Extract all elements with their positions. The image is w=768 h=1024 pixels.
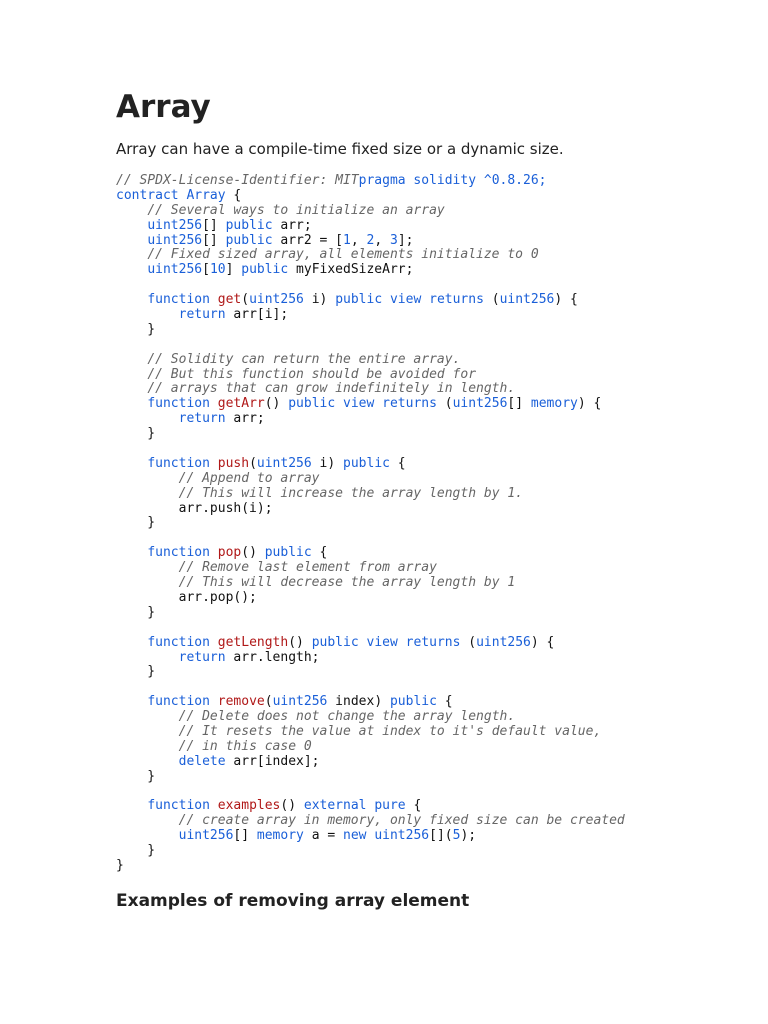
section-heading: Examples of removing array element xyxy=(116,891,470,911)
code-block xyxy=(116,174,625,874)
code-keyword: uint256 xyxy=(249,292,304,308)
code-line xyxy=(116,770,625,785)
code-comment: // arrays that can grow indefinitely in length. xyxy=(147,381,516,397)
code-number: 10 xyxy=(209,262,226,278)
code-keyword: pragma solidity ^0.8.26; xyxy=(358,173,547,188)
code-keyword: uint256 xyxy=(272,694,328,710)
code-text: } xyxy=(116,768,156,784)
code-keyword: public xyxy=(335,292,383,308)
code-line xyxy=(116,695,625,710)
code-text: } xyxy=(116,604,156,620)
code-keyword: public xyxy=(311,634,359,650)
code-text: arr.length; xyxy=(225,649,320,665)
code-comment: // It resets the value at index to it's default value, xyxy=(178,723,602,739)
code-line xyxy=(116,829,625,844)
code-text: } xyxy=(116,857,124,873)
code-line xyxy=(116,844,625,859)
code-comment: // in this case 0 xyxy=(178,738,312,754)
code-keyword: uint256 xyxy=(476,634,531,650)
code-text xyxy=(116,203,147,218)
code-keyword: uint256 xyxy=(178,828,234,844)
code-text xyxy=(210,694,218,709)
code-line xyxy=(116,308,625,323)
code-text: a = xyxy=(303,828,344,844)
code-keyword: memory xyxy=(530,396,578,412)
code-text: myFixedSizeArr; xyxy=(288,262,414,278)
code-text xyxy=(116,262,147,277)
code-line xyxy=(116,174,625,189)
code-text: ) { xyxy=(530,634,555,650)
code-text xyxy=(398,635,406,650)
code-text xyxy=(374,396,382,411)
code-text: [] xyxy=(233,828,257,844)
code-text: { xyxy=(311,545,328,561)
code-line xyxy=(116,576,625,591)
code-line xyxy=(116,263,625,278)
code-text xyxy=(421,292,429,307)
code-text: ( xyxy=(460,634,477,650)
code-comment: // Fixed sized array, all elements initialize to 0 xyxy=(147,247,539,263)
code-line xyxy=(116,502,625,517)
code-text: } xyxy=(116,515,156,531)
code-keyword: Array xyxy=(186,187,226,203)
code-comment: // create array in memory, only fixed size can be created xyxy=(178,813,625,829)
code-text: [] xyxy=(202,217,226,233)
code-keyword: public xyxy=(288,396,336,412)
code-text: ( xyxy=(483,292,500,308)
code-text: () xyxy=(264,396,289,412)
code-keyword: function xyxy=(147,545,210,561)
code-text xyxy=(116,635,147,650)
code-keyword: view xyxy=(366,634,398,650)
code-text xyxy=(116,307,179,322)
code-text: arr.push(i); xyxy=(116,500,273,516)
code-text: { xyxy=(225,187,242,203)
code-keyword: function xyxy=(147,694,210,710)
code-text xyxy=(116,739,179,754)
code-keyword: function xyxy=(147,634,210,650)
code-keyword: return xyxy=(178,649,226,665)
code-keyword: function xyxy=(147,455,210,471)
code-text xyxy=(116,218,147,233)
code-line xyxy=(116,457,625,472)
code-comment: // But this function should be avoided for xyxy=(147,366,477,382)
code-function-name: push xyxy=(217,455,250,471)
code-text xyxy=(359,635,367,650)
code-line xyxy=(116,516,625,531)
code-comment: // Append to array xyxy=(178,470,320,486)
code-text: ) { xyxy=(577,396,602,412)
code-text xyxy=(116,694,147,709)
code-keyword: uint256 xyxy=(147,217,203,233)
code-function-name: get xyxy=(217,292,242,308)
code-text: i) xyxy=(311,455,344,471)
code-text xyxy=(116,813,179,828)
page-title: Array xyxy=(116,89,211,125)
code-line xyxy=(116,785,625,800)
code-keyword: uint256 xyxy=(499,292,555,308)
code-number: 1 xyxy=(343,232,351,248)
code-keyword: new xyxy=(343,828,367,844)
code-comment: // This will increase the array length by 1. xyxy=(178,485,523,501)
code-text xyxy=(116,292,147,307)
code-line xyxy=(116,814,625,829)
code-keyword: view xyxy=(343,396,375,412)
code-text: } xyxy=(116,664,156,680)
code-keyword: function xyxy=(147,798,210,814)
code-keyword: function xyxy=(147,396,210,412)
code-text xyxy=(116,381,147,396)
code-keyword: public xyxy=(389,694,437,710)
code-text xyxy=(116,828,179,843)
code-text: { xyxy=(436,694,453,710)
code-comment: // SPDX-License-Identifier: MIT xyxy=(116,173,359,188)
code-text xyxy=(116,396,147,411)
code-text: arr; xyxy=(272,217,312,233)
code-text xyxy=(210,545,218,560)
code-line xyxy=(116,382,625,397)
code-text xyxy=(210,396,218,411)
code-text xyxy=(210,292,218,307)
code-line xyxy=(116,427,625,442)
code-text xyxy=(116,233,147,248)
code-keyword: uint256 xyxy=(256,455,312,471)
code-line xyxy=(116,397,625,412)
code-text: ( xyxy=(241,292,250,308)
code-text: ] xyxy=(225,262,242,278)
code-text: ( xyxy=(249,455,257,471)
code-keyword: public xyxy=(225,232,273,248)
code-line xyxy=(116,725,625,740)
code-keyword: pure xyxy=(374,798,406,814)
code-text: ]; xyxy=(397,232,414,248)
code-keyword: public xyxy=(343,455,390,471)
code-text: arr2 = [ xyxy=(272,232,344,248)
code-keyword: public xyxy=(241,262,289,278)
code-text: { xyxy=(389,455,406,471)
code-line xyxy=(116,531,625,546)
code-keyword: returns xyxy=(382,396,437,412)
code-line xyxy=(116,353,625,368)
code-keyword: delete xyxy=(178,753,226,769)
code-comment: // Several ways to initialize an array xyxy=(147,202,445,218)
code-comment: // Delete does not change the array length. xyxy=(178,709,516,725)
code-line xyxy=(116,606,625,621)
code-text xyxy=(116,486,179,501)
code-text xyxy=(116,798,147,813)
code-text xyxy=(116,709,179,724)
code-text xyxy=(116,352,147,367)
code-text: index) xyxy=(327,694,390,710)
code-function-name: remove xyxy=(217,694,265,710)
code-line xyxy=(116,472,625,487)
code-keyword: returns xyxy=(405,634,461,650)
code-text: } xyxy=(116,426,156,442)
intro-paragraph: Array can have a compile-time fixed size or a dynamic size. xyxy=(116,140,564,158)
code-line xyxy=(116,680,625,695)
code-text: [ xyxy=(202,262,210,278)
code-text: arr; xyxy=(225,411,265,427)
code-keyword: memory xyxy=(256,828,304,844)
code-text xyxy=(116,560,179,575)
code-line xyxy=(116,248,625,263)
code-keyword: external xyxy=(303,798,367,814)
code-text: ); xyxy=(460,828,477,844)
code-text xyxy=(116,471,179,486)
code-keyword: public xyxy=(225,217,273,233)
code-number: 2 xyxy=(366,232,375,248)
code-text: i) xyxy=(303,292,336,308)
code-text xyxy=(116,724,179,739)
code-line xyxy=(116,204,625,219)
code-line xyxy=(116,546,625,561)
code-comment: // Remove last element from array xyxy=(178,560,437,576)
code-text: []( xyxy=(429,828,453,844)
code-line xyxy=(116,412,625,427)
code-line xyxy=(116,621,625,636)
code-line xyxy=(116,859,625,874)
code-text xyxy=(116,367,147,382)
code-line xyxy=(116,487,625,502)
code-text: { xyxy=(405,798,422,814)
code-text: arr[index]; xyxy=(225,753,320,769)
code-text xyxy=(116,247,147,262)
code-line xyxy=(116,278,625,293)
code-line xyxy=(116,710,625,725)
code-text: } xyxy=(116,321,156,337)
code-text xyxy=(210,635,218,650)
code-text: () xyxy=(288,634,312,650)
code-line xyxy=(116,368,625,383)
code-line xyxy=(116,323,625,338)
code-keyword: function xyxy=(147,292,210,308)
code-text: [] xyxy=(202,232,226,248)
code-text: } xyxy=(116,843,156,859)
code-comment: // This will decrease the array length by 1 xyxy=(178,575,516,591)
code-text: ( xyxy=(264,694,273,710)
code-line xyxy=(116,591,625,606)
code-function-name: getLength xyxy=(217,634,289,650)
code-text xyxy=(116,456,147,471)
code-text xyxy=(116,545,147,560)
code-function-name: pop xyxy=(217,545,242,561)
code-text xyxy=(382,292,390,307)
code-keyword: return xyxy=(178,411,226,427)
code-keyword: uint256 xyxy=(147,262,203,278)
code-line xyxy=(116,338,625,353)
code-keyword: contract xyxy=(116,187,179,203)
code-line xyxy=(116,651,625,666)
code-text: ( xyxy=(436,396,453,412)
code-text: () xyxy=(280,798,304,814)
code-text xyxy=(116,575,179,590)
code-text: arr[i]; xyxy=(225,307,289,323)
code-keyword: uint256 xyxy=(452,396,508,412)
code-function-name: getArr xyxy=(217,396,265,412)
code-text: , xyxy=(350,232,367,248)
code-keyword: returns xyxy=(429,292,484,308)
code-number: 5 xyxy=(452,828,461,844)
code-keyword: uint256 xyxy=(147,232,203,248)
code-text: [] xyxy=(507,396,531,412)
code-line xyxy=(116,755,625,770)
code-keyword: view xyxy=(389,292,422,308)
code-line xyxy=(116,234,625,249)
code-text: ) { xyxy=(554,292,578,308)
code-line xyxy=(116,293,625,308)
code-line xyxy=(116,665,625,680)
code-text: , xyxy=(374,232,390,248)
code-function-name: examples xyxy=(217,798,281,814)
code-keyword: public xyxy=(264,545,312,561)
code-text xyxy=(210,456,218,471)
code-text xyxy=(116,650,179,665)
code-line xyxy=(116,189,625,204)
code-number: 3 xyxy=(389,232,398,248)
code-line xyxy=(116,442,625,457)
code-line xyxy=(116,799,625,814)
code-text xyxy=(210,798,218,813)
code-text xyxy=(335,396,343,411)
code-line xyxy=(116,219,625,234)
code-line xyxy=(116,561,625,576)
code-keyword: uint256 xyxy=(374,828,430,844)
code-text: () xyxy=(241,545,265,561)
code-keyword: return xyxy=(178,307,226,323)
code-text xyxy=(116,411,179,426)
code-text xyxy=(116,754,179,769)
code-line xyxy=(116,740,625,755)
code-text: arr.pop(); xyxy=(116,589,257,605)
code-line xyxy=(116,636,625,651)
code-comment: // Solidity can return the entire array. xyxy=(147,351,461,367)
